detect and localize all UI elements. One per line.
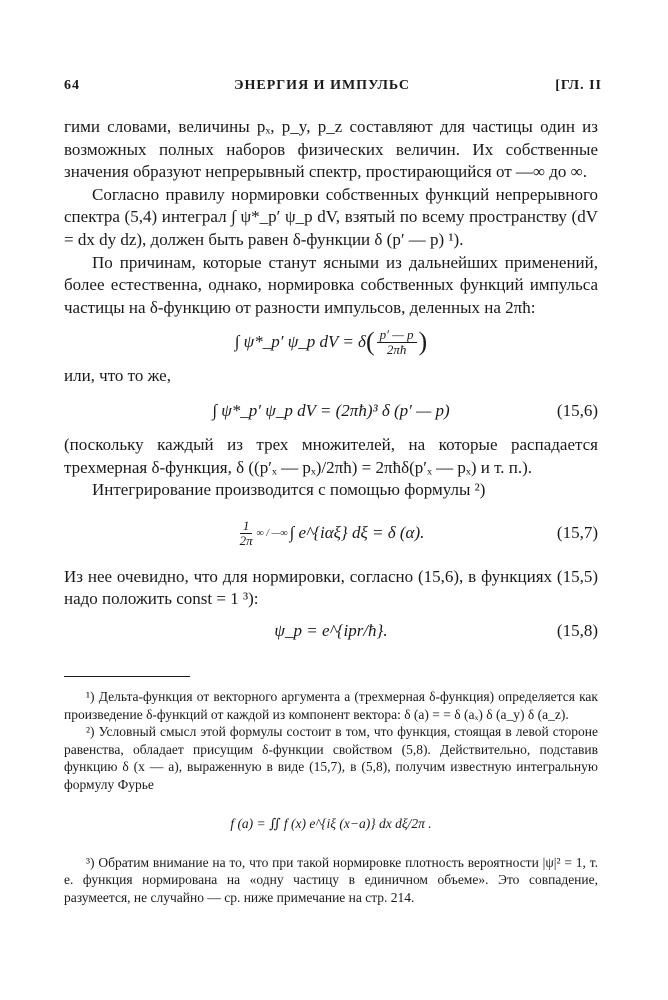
equation-number: (15,6)	[556, 400, 598, 420]
fraction-numerator: p′ — p	[377, 328, 417, 343]
equation-number: (15,7)	[556, 523, 598, 543]
equation-15-7	[64, 502, 598, 566]
integral-limits-text: ∞ / —∞	[256, 527, 288, 539]
running-title: ЭНЕРГИЯ И ИМПУЛЬС	[234, 78, 410, 93]
footnote-1: ¹) Дельта-функция от векторного аргумента a (трехмерная δ-функция) определяется как произведение δ-функций от каждой из компонент вектора: δ (a) = = δ (aₓ) δ (a_y) δ (a_z).	[64, 689, 598, 722]
equation-body: ∫ e^{iαξ} dξ = δ (α).	[289, 523, 425, 543]
main-text	[64, 116, 598, 651]
paragraph-7: Из нее очевидно, что для нормировки, согласно (15,6), в функциях (15,5) надо положить const = 1 ³):	[64, 566, 598, 609]
paragraph-5: (поскольку каждый из трех множителей, на которые распадается трехмерная δ-функция, δ ((p′ₓ — pₓ)/2πħ) = 2πħδ(p′ₓ — pₓ) и т. п.).	[64, 434, 598, 477]
paragraph-6: Интегрирование производится с помощью формулы ²)	[92, 480, 486, 500]
paren-close: )	[418, 327, 428, 357]
prefactor-denominator: 2π	[239, 533, 253, 549]
footnote-divider	[64, 676, 190, 677]
equation-fraction	[377, 328, 417, 357]
fraction-denominator: 2πħ	[386, 341, 407, 357]
integral-limits	[257, 527, 288, 541]
paragraph-1: гими словами, величины pₓ, p_y, p_z составляют для частицы один из возможных полных наборов физических величин. Их собственные значения образуют непрерывный спектр, простирающийся от —∞ до ∞.	[64, 117, 598, 182]
footnote-2-equation: f (a) = ∬ f (x) e^{iξ (x−a)} dx dξ/2π .	[230, 815, 432, 831]
paren-open: (	[365, 327, 375, 357]
footnote-3: ³) Обратим внимание на то, что при такой нормировке плотность вероятности |ψ|² = 1, т. е. функция нормирована на «одну частицу в единичном объеме». Это совпадение, разумеется, не случайно — ср. ниже примечание на стр. 214.	[64, 854, 598, 905]
footnotes	[64, 688, 598, 906]
paragraph-3: По причинам, которые станут ясными из дальнейших применений, более естественна, однако, нормировка собственных функций импульса частицы на δ-функцию от разности импульсов, деленных на 2πħ:	[64, 252, 598, 317]
page-number: 64	[64, 78, 80, 93]
paragraph-2: Согласно правилу нормировки собственных функций непрерывного спектра (5,4) интеграл ∫ ψ*_p′ ψ_p dV, взятый по всему пространству (dV = dx dy dz), должен быть равен δ-функции δ (p′ — p) ¹).	[64, 184, 598, 249]
equation-15-8	[64, 611, 598, 651]
equation-lhs: ∫ ψ*_p′ ψ_p dV = δ	[234, 332, 366, 352]
equation-normalization	[64, 319, 598, 365]
equation-number: (15,8)	[556, 620, 598, 640]
chapter-label: [ГЛ. II	[555, 78, 602, 93]
equation-15-6	[64, 388, 598, 434]
equation-body: ψ_p = e^{ipr/ħ}.	[274, 620, 388, 640]
page-header	[64, 78, 602, 98]
paragraph-4: или, что то же,	[64, 366, 171, 386]
prefactor-numerator: 1	[240, 519, 253, 534]
equation-prefactor	[240, 519, 253, 548]
equation-body: ∫ ψ*_p′ ψ_p dV = (2πħ)³ δ (p′ — p)	[212, 400, 450, 420]
footnote-2: ²) Условный смысл этой формулы состоит в том, что функция, стоящая в левой стороне равенства, обладает присущим δ-функции свойством (5,8). Действительно, подставив функцию δ (x — a), выраженную в виде (15,7), в (5,8), получим известную интегральную формулу Фурье	[64, 724, 598, 792]
